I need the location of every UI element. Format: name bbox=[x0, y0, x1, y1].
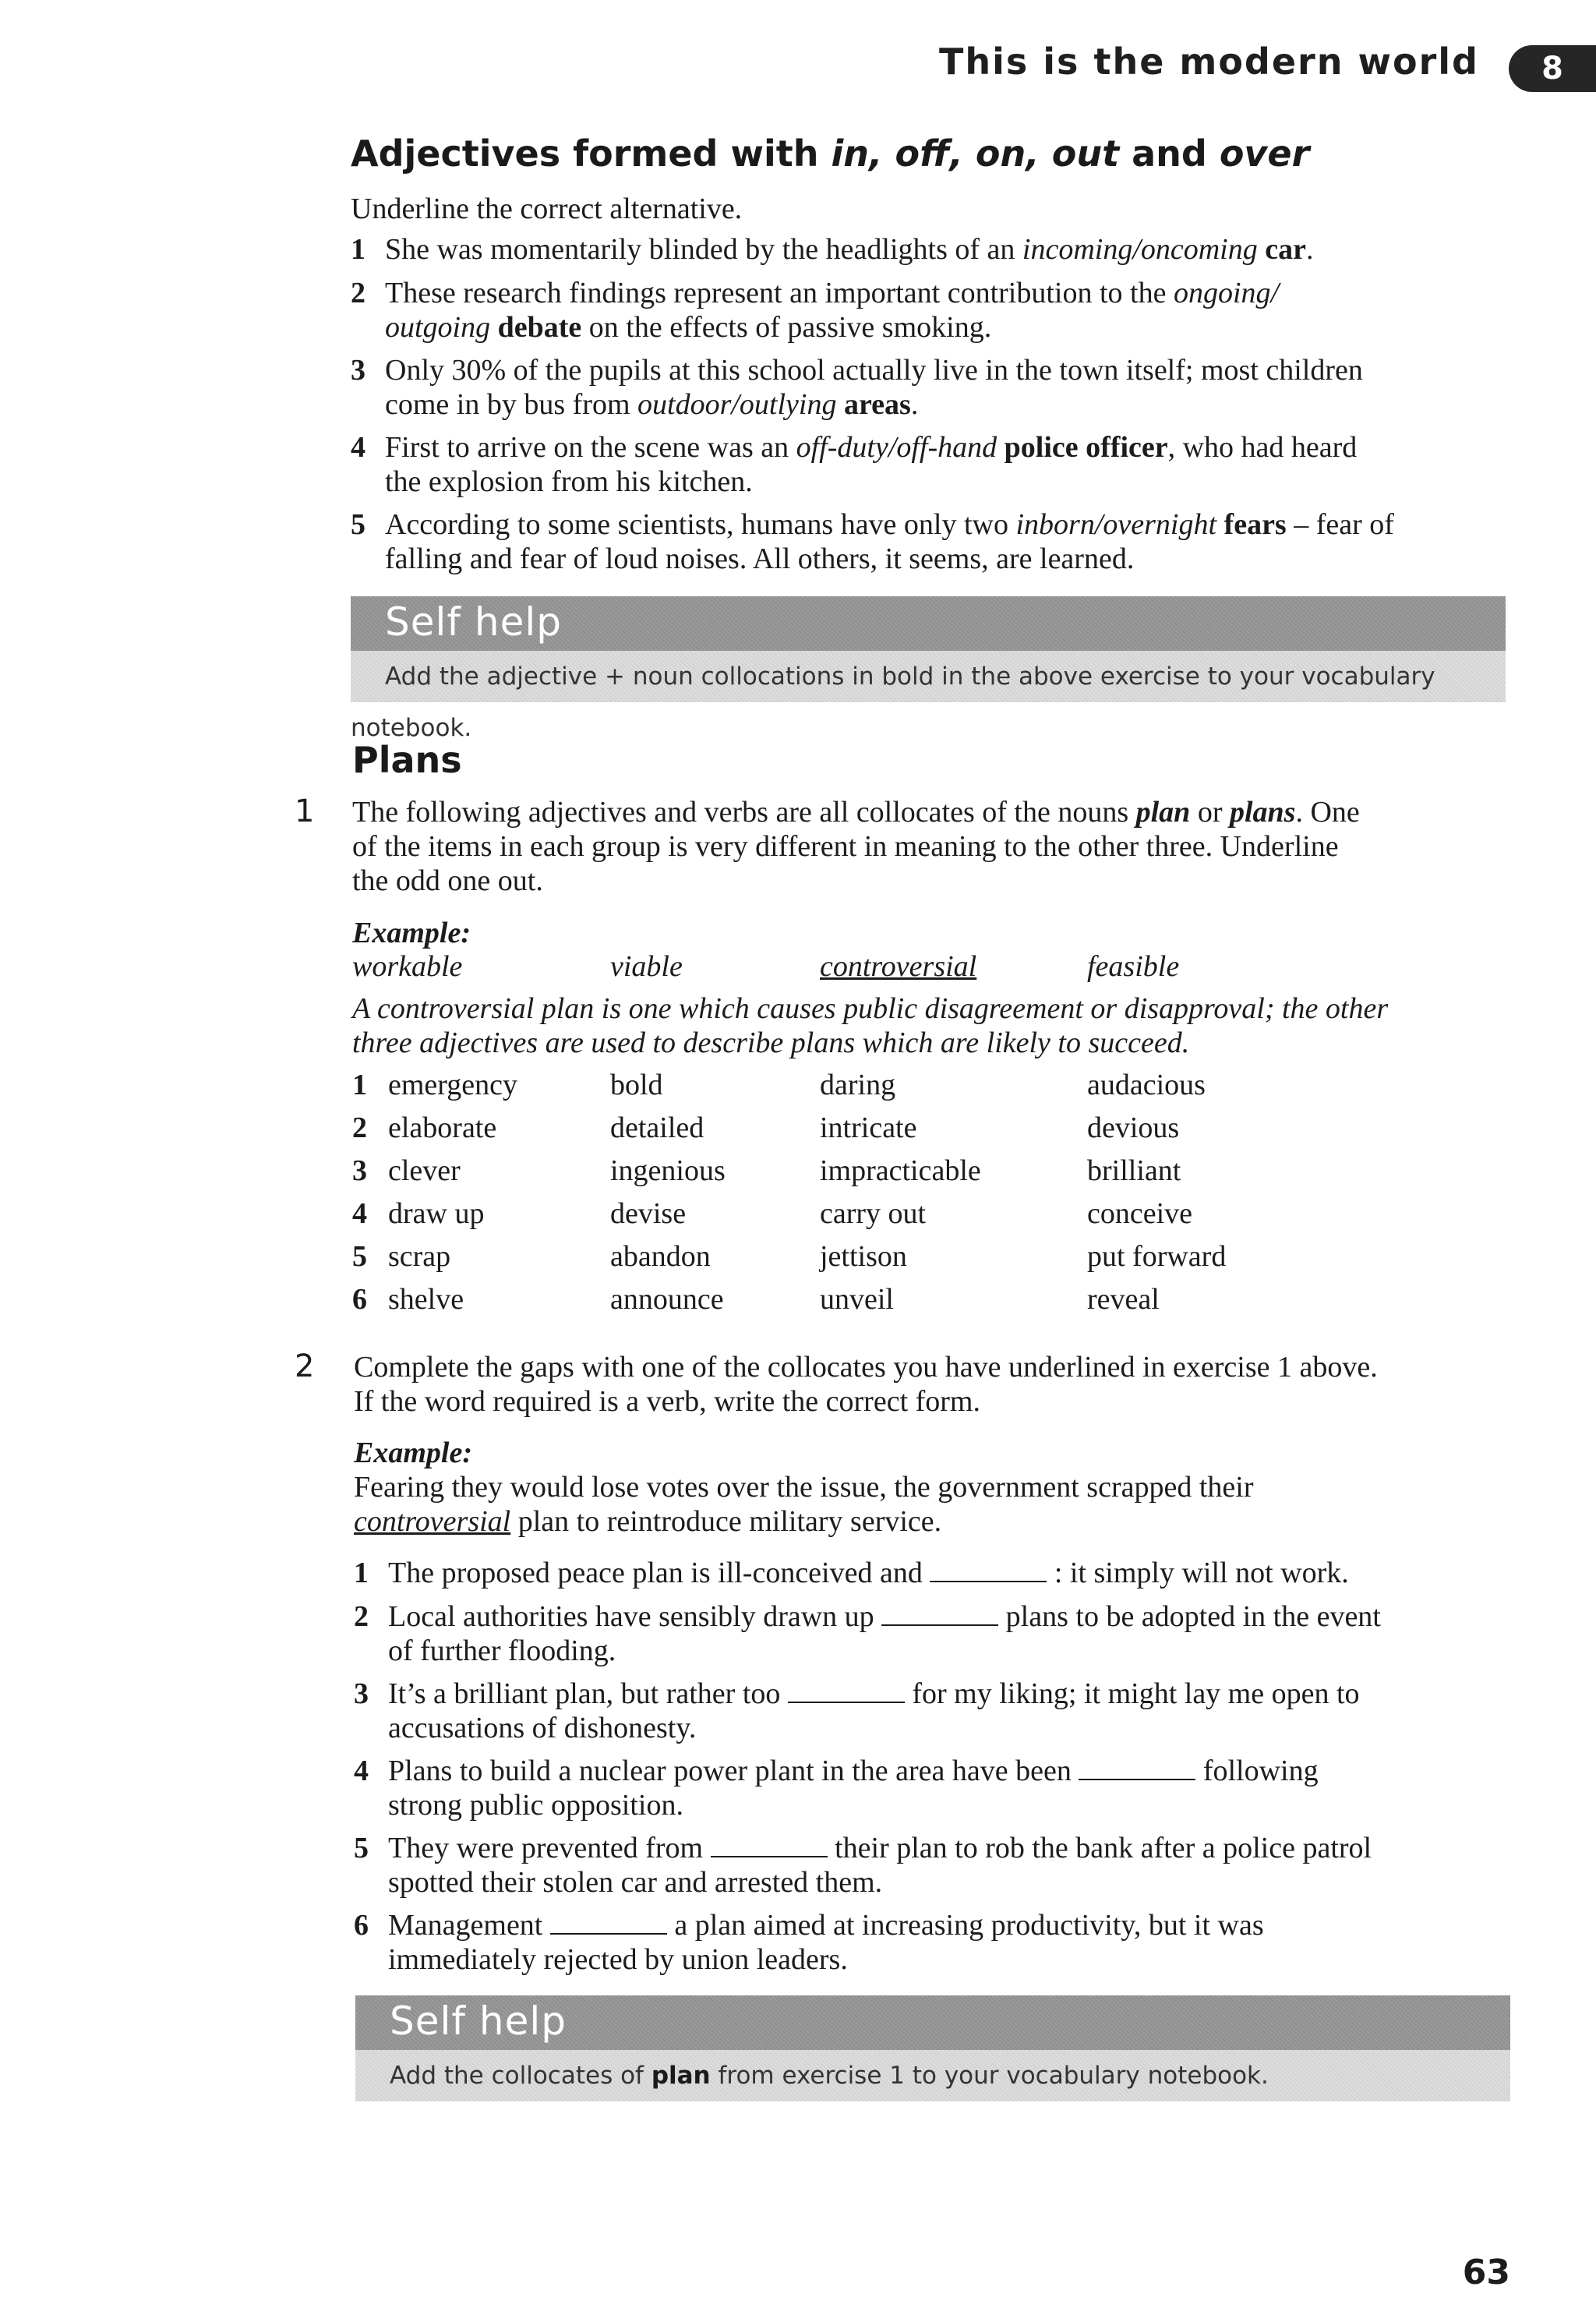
item-text: of further flooding. bbox=[388, 1635, 616, 1667]
alternatives[interactable]: off-duty/off-hand bbox=[796, 431, 998, 464]
item-text: The proposed peace plan is ill-conceived and bbox=[388, 1557, 930, 1589]
item-number: 2 bbox=[351, 277, 365, 309]
instruction-text: Complete the gaps with one of the collocates you have underlined in exercise 1 above. bbox=[354, 1351, 1378, 1384]
word-option[interactable]: reveal bbox=[1087, 1283, 1160, 1316]
collocation-noun: car bbox=[1265, 233, 1306, 266]
word-option[interactable]: audacious bbox=[1087, 1069, 1206, 1101]
word-option[interactable]: conceive bbox=[1087, 1197, 1193, 1230]
example-label-text: Example: bbox=[352, 917, 471, 949]
row-number: 5 bbox=[352, 1240, 367, 1273]
instruction: Underline the correct alternative. bbox=[351, 193, 743, 225]
word-option[interactable]: announce bbox=[610, 1283, 724, 1316]
instruction-text: If the word required is a verb, write the correct form. bbox=[354, 1385, 980, 1418]
item-text: – fear of bbox=[1286, 508, 1394, 541]
example-label bbox=[352, 916, 471, 950]
heading-text-mid: and bbox=[1119, 133, 1220, 175]
table-row bbox=[352, 1068, 1506, 1102]
item-text: These research findings represent an important contribution to the bbox=[385, 277, 1174, 309]
item-text: following bbox=[1195, 1755, 1319, 1787]
item-text: accusations of dishonesty. bbox=[388, 1712, 697, 1744]
row-number: 6 bbox=[352, 1283, 367, 1316]
row-number: 1 bbox=[352, 1069, 367, 1101]
example-explanation bbox=[352, 991, 1506, 1060]
self-help-title: Self help bbox=[385, 599, 562, 645]
item-text: She was momentarily blinded by the headlights of an bbox=[385, 233, 1022, 266]
word-option[interactable]: carry out bbox=[820, 1197, 927, 1230]
answer-gap[interactable] bbox=[550, 1910, 667, 1935]
collocation-noun: fears bbox=[1223, 508, 1287, 541]
row-number: 4 bbox=[352, 1197, 367, 1230]
item-number: 4 bbox=[354, 1755, 369, 1787]
word-option[interactable]: brilliant bbox=[1087, 1154, 1181, 1187]
alternatives[interactable]: outgoing bbox=[385, 311, 491, 344]
item-text: for my liking; it might lay me open to bbox=[904, 1677, 1360, 1710]
instruction-text: The following adjectives and verbs are all collocates of the nouns bbox=[352, 796, 1136, 829]
keyword-plan: plan bbox=[1135, 796, 1191, 829]
item-text: Only 30% of the pupils at this school actually live in the town itself; most children bbox=[385, 354, 1363, 387]
self-help-body bbox=[351, 651, 1506, 742]
item-text: a plan aimed at increasing productivity, but it was bbox=[666, 1909, 1264, 1942]
word-option[interactable]: elaborate bbox=[388, 1112, 497, 1144]
self-help-title-bar bbox=[355, 1995, 1510, 2050]
gap-fill-item bbox=[354, 1831, 1507, 1900]
word-option[interactable]: detailed bbox=[610, 1112, 704, 1144]
exercise-number: 1 bbox=[295, 793, 315, 829]
gap-fill-item bbox=[354, 1908, 1507, 1977]
heading-words: in, off, on, out bbox=[831, 133, 1120, 175]
item-number: 5 bbox=[351, 508, 365, 541]
instruction-text: . One bbox=[1295, 796, 1360, 829]
section-heading-adjectives bbox=[351, 133, 1309, 175]
gap-fill-item bbox=[354, 1556, 1507, 1590]
item-text: spotted their stolen car and arrested them. bbox=[388, 1866, 883, 1899]
table-row bbox=[352, 1196, 1506, 1231]
item-number: 3 bbox=[354, 1677, 369, 1710]
gap-fill-item bbox=[354, 1677, 1507, 1745]
exercise-item bbox=[351, 353, 1504, 422]
item-text: their plan to rob the bank after a police patrol bbox=[827, 1832, 1372, 1864]
word-option[interactable]: put forward bbox=[1087, 1240, 1227, 1273]
item-number: 5 bbox=[354, 1832, 369, 1864]
item-number: 3 bbox=[351, 354, 365, 387]
table-row bbox=[352, 1282, 1506, 1317]
self-help-keyword: plan bbox=[651, 2062, 711, 2090]
word-option[interactable]: jettison bbox=[820, 1240, 907, 1273]
item-text: come in by bus from bbox=[385, 388, 638, 421]
item-number: 4 bbox=[351, 431, 365, 464]
word-option[interactable]: devise bbox=[610, 1197, 687, 1230]
exercise-number: 2 bbox=[295, 1348, 315, 1384]
chapter-number-tab: 8 bbox=[1509, 45, 1596, 92]
answer-gap[interactable] bbox=[788, 1678, 905, 1703]
instruction-text: the odd one out. bbox=[352, 864, 543, 897]
self-help-text: Add the collocates of bbox=[390, 2062, 651, 2090]
alternatives[interactable]: incoming/oncoming bbox=[1022, 233, 1258, 266]
example-label-text: Example: bbox=[354, 1437, 472, 1469]
section-heading-plans: Plans bbox=[352, 739, 462, 781]
self-help-body bbox=[355, 2050, 1510, 2101]
example-word: feasible bbox=[1087, 950, 1180, 983]
word-option[interactable]: intricate bbox=[820, 1112, 917, 1144]
item-text: immediately rejected by union leaders. bbox=[388, 1943, 848, 1976]
word-option[interactable]: scrap bbox=[388, 1240, 451, 1273]
exercise-item bbox=[351, 430, 1504, 499]
collocation-noun: debate bbox=[497, 311, 582, 344]
example-text: Fearing they would lose votes over the issue, the government scrapped their bbox=[354, 1471, 1254, 1504]
answer-gap[interactable] bbox=[711, 1833, 828, 1857]
item-text: It’s a brilliant plan, but rather too bbox=[388, 1677, 788, 1710]
item-text: strong public opposition. bbox=[388, 1789, 683, 1822]
word-option[interactable]: unveil bbox=[820, 1283, 894, 1316]
example-sentence bbox=[354, 1470, 1507, 1539]
heading-last-word: over bbox=[1219, 133, 1310, 175]
word-option[interactable]: bold bbox=[610, 1069, 663, 1101]
word-option[interactable]: abandon bbox=[610, 1240, 711, 1273]
keyword-plans: plans bbox=[1229, 796, 1296, 829]
heading-text-pre: Adjectives formed with bbox=[351, 133, 832, 175]
self-help-text: from exercise 1 to your vocabulary notebook. bbox=[710, 2062, 1269, 2090]
word-option[interactable]: impracticable bbox=[820, 1154, 981, 1187]
item-text: on the effects of passive smoking. bbox=[581, 311, 992, 344]
word-option[interactable]: emergency bbox=[388, 1069, 517, 1101]
self-help-title-bar bbox=[351, 596, 1506, 651]
word-option[interactable]: ingenious bbox=[610, 1154, 726, 1187]
instruction-text: of the items in each group is very different in meaning to the other three. Underline bbox=[352, 830, 1339, 863]
answer-gap[interactable] bbox=[881, 1601, 998, 1626]
item-number: 2 bbox=[354, 1600, 369, 1633]
item-number: 1 bbox=[351, 233, 365, 266]
gap-fill-item bbox=[354, 1599, 1507, 1668]
item-text: falling and fear of loud noises. All others, it seems, are learned. bbox=[385, 543, 1135, 575]
item-number: 1 bbox=[354, 1557, 369, 1589]
item-text bbox=[1258, 233, 1266, 266]
alternatives[interactable]: ongoing/ bbox=[1173, 277, 1280, 309]
word-option[interactable]: shelve bbox=[388, 1283, 464, 1316]
table-row bbox=[352, 1154, 1506, 1188]
word-option[interactable]: draw up bbox=[388, 1197, 485, 1230]
row-number: 3 bbox=[352, 1154, 367, 1187]
item-number: 6 bbox=[354, 1909, 369, 1942]
answer-gap[interactable] bbox=[930, 1557, 1047, 1582]
exercise-2-instructions bbox=[354, 1350, 1507, 1419]
exercise-1-instructions bbox=[352, 795, 1506, 898]
item-text: They were prevented from bbox=[388, 1832, 711, 1864]
row-number: 2 bbox=[352, 1112, 367, 1144]
item-text: . bbox=[1305, 233, 1314, 266]
word-option[interactable]: daring bbox=[820, 1069, 896, 1101]
alternatives[interactable]: outdoor/outlying bbox=[637, 388, 837, 421]
collocates-table bbox=[352, 1068, 1506, 1325]
item-text: Local authorities have sensibly drawn up bbox=[388, 1600, 882, 1633]
collocation-noun: areas bbox=[843, 388, 911, 421]
item-text: , who had heard bbox=[1167, 431, 1358, 464]
exercise-item bbox=[351, 507, 1504, 576]
item-text: : it simply will not work. bbox=[1047, 1557, 1349, 1589]
table-row bbox=[352, 1239, 1506, 1274]
example-note: A controversial plan is one which causes public disagreement or disapproval; the other bbox=[352, 992, 1389, 1025]
item-text: Management bbox=[388, 1909, 550, 1942]
example-word-underlined: controversial bbox=[820, 950, 977, 983]
item-text: . bbox=[910, 388, 919, 421]
item-text: First to arrive on the scene was an bbox=[385, 431, 796, 464]
item-text: According to some scientists, humans have only two bbox=[385, 508, 1016, 541]
example-word: workable bbox=[352, 950, 463, 983]
exercise-item bbox=[351, 276, 1504, 345]
item-text: plans to be adopted in the event bbox=[998, 1600, 1381, 1633]
page-number: 63 bbox=[1462, 2253, 1510, 2292]
gap-fill-item bbox=[354, 1754, 1507, 1822]
running-title: This is the modern world bbox=[939, 41, 1479, 83]
example-answer: controversial bbox=[354, 1505, 511, 1538]
answer-gap[interactable] bbox=[1079, 1755, 1195, 1780]
example-label bbox=[354, 1436, 472, 1470]
table-row bbox=[352, 1111, 1506, 1145]
collocation-noun: police officer bbox=[1004, 431, 1168, 464]
example-text: plan to reintroduce military service. bbox=[510, 1505, 942, 1538]
item-text: Plans to build a nuclear power plant in the area have been bbox=[388, 1755, 1079, 1787]
instruction-text: or bbox=[1190, 796, 1230, 829]
example-word: viable bbox=[610, 950, 683, 983]
exercise-item bbox=[351, 232, 1504, 267]
item-text: the explosion from his kitchen. bbox=[385, 465, 753, 498]
example-note: three adjectives are used to describe plans which are likely to succeed. bbox=[352, 1027, 1190, 1059]
self-help-text: Add the adjective + noun collocations in bold in the above exercise to your vocabulary notebook. bbox=[351, 663, 1435, 742]
self-help-title: Self help bbox=[390, 1999, 567, 2044]
word-option[interactable]: devious bbox=[1087, 1112, 1180, 1144]
alternatives[interactable]: inborn/overnight bbox=[1015, 508, 1217, 541]
word-option[interactable]: clever bbox=[388, 1154, 461, 1187]
